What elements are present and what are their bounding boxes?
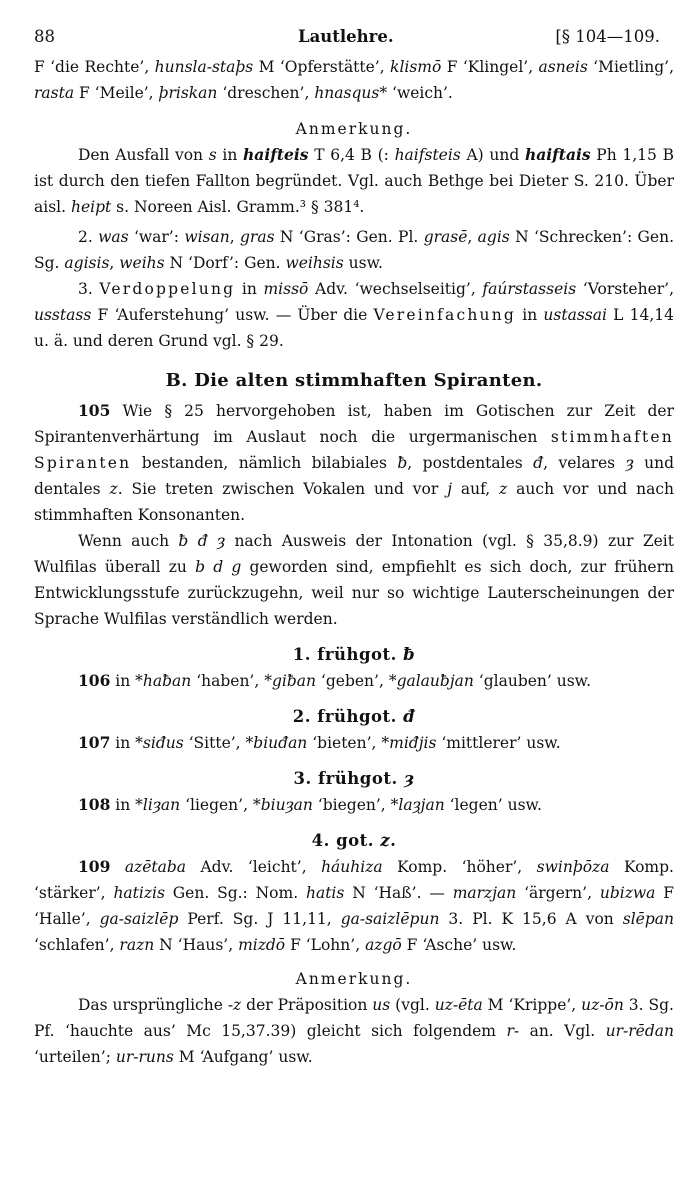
paragraph-105: 105 Wie § 25 hervorgehoben ist, haben im Gotischen zur Zeit der Spirantenverhärtung im Auslaut noch die urgermanischen stimmhaften Spiranten bestanden, nämlich bilabiales ƀ, postdentales đ, velares ȝ und dentales z. Sie treten zwischen Vokalen und vor j auf, z auch vor und nach stimmhaften Konsonanten. [34, 401, 674, 524]
section-range: [§ 104—109. [555, 27, 660, 46]
subheading-got-z: 4. got. z. [311, 831, 397, 850]
paragraph-107: 107 in *siđus ‘Sitte’, *biuđan ‘bieten’, *miđjis ‘mittlerer’ usw. [78, 733, 561, 752]
paragraph-105-continued: Wenn auch ƀ đ ȝ nach Ausweis der Intonation (vgl. § 35,8.9) zur Zeit Wulfilas überall zu b d g geworden sind, empfiehlt es sich doch, zur frühern Entwicklungsstufe zurückzugehn, weil nur so wichtige Lauterscheinungen der Sprache Wulfilas verständlich werden. [34, 532, 674, 628]
remark-paragraph-was: 2. was ‘war’: wisan, gras N ‘Gras’: Gen. Pl. grasē, agis N ‘Schrecken’: Gen. Sg. agisis, weihs N ‘Dorf’: Gen. weihsis usw. [34, 228, 674, 272]
remark-paragraph-ausfall: Den Ausfall von s in haifteis T 6,4 B (: haifsteis A) und haiftais Ph 1,15 B ist durch den tiefen Fallton begründet. Vgl. auch Bethge bei Dieter S. 210. Über aisl. heipt s. Noreen Aisl. Gramm.³ § 381⁴. [34, 145, 674, 216]
intro-word-list: F ‘die Rechte’, hunsla-staþs M ‘Opferstätte’, klismō F ‘Klingel’, asneis ‘Mietling’, rasta F ‘Meile’, þriskan ‘dreschen’, hnasqus* ‘weich’. [34, 58, 674, 102]
paragraph-106: 106 in *haƀan ‘haben’, *giƀan ‘geben’, *galauƀjan ‘glauben’ usw. [78, 671, 592, 690]
page-header [34, 14, 674, 54]
remark-heading-1: Anmerkung. [295, 120, 413, 138]
section-heading-b: B. Die alten stimmhaften Spiranten. [165, 370, 543, 391]
remark-paragraph-verdoppelung: 3. Verdoppelung in missō Adv. ‘wechselseitig’, faúrstasseis ‘Vorsteher’, usstass F ‘Auferstehung’ usw. — Über die Vereinfachung in ustassai L 14,14 u. ä. und deren Grund vgl. § 29. [34, 280, 675, 350]
subheading-fruehgot-g: 3. frühgot. ȝ [293, 769, 415, 788]
remark-heading-2: Anmerkung. [295, 970, 413, 988]
paragraph-108: 108 in *liȝan ‘liegen’, *biuȝan ‘biegen’, *laȝjan ‘legen’ usw. [78, 795, 542, 814]
subheading-fruehgot-d: 2. frühgot. đ [292, 707, 416, 726]
paragraph-109: 109 azētaba Adv. ‘leicht’, háuhiza Komp. ‘höher’, swinþōza Komp. ‘stärker’, hatizis Gen. Sg.: Nom. hatis N ‘Haß’. — marzjan ‘ärgern’, ubizwa F ‘Halle’, ga-saizlēp Perf. Sg. J 11,11, ga-saizlēpun 3. Pl. K 15,6 A von slēpan ‘schlafen’, razn N ‘Haus’, mizdō F ‘Lohn’, azgō F ‘Asche’ usw. [34, 857, 674, 954]
page-number: 88 [34, 27, 55, 46]
running-title: Lautlehre. [298, 27, 394, 46]
subheading-fruehgot-b: 1. frühgot. ƀ [292, 645, 416, 664]
remark-paragraph-praeposition: Das ursprüngliche -z der Präposition us (vgl. uz-ēta M ‘Krippe’, uz-ōn 3. Sg. Pf. ‘hauchte aus’ Mc 15,37.39) gleicht sich folgendem r- an. Vgl. ur-rēdan ‘urteilen’; ur-runs M ‘Aufgang’ usw. [34, 996, 674, 1066]
